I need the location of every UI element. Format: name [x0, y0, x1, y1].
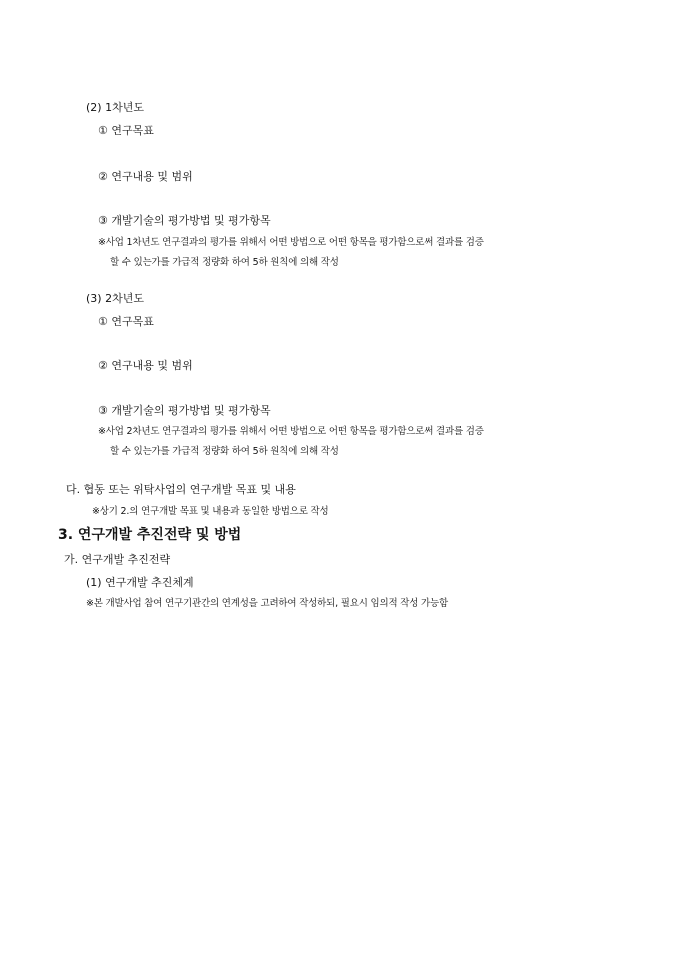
promotion-system-item: (1) 연구개발 추진체계 — [86, 576, 194, 589]
year1-research-scope: ② 연구내용 및 범위 — [98, 170, 193, 183]
year1-note-line2: 할 수 있는가를 가급적 정량화 하여 5하 원칙에 의해 작성 — [110, 257, 339, 268]
year1-research-goal: ① 연구목표 — [98, 124, 154, 137]
year2-research-goal: ① 연구목표 — [98, 315, 154, 328]
year2-evaluation-method: ③ 개발기술의 평가방법 및 평가항목 — [98, 404, 271, 417]
subsection-da-note: ※상기 2.의 연구개발 목표 및 내용과 동일한 방법으로 작성 — [92, 506, 329, 517]
promotion-system-note: ※본 개발사업 참여 연구기관간의 연계성을 고려하여 작성하되, 필요시 임의적 작성 가능함 — [86, 598, 448, 609]
section-3-heading: 3. 연구개발 추진전략 및 방법 — [58, 527, 242, 543]
year2-note-line2: 할 수 있는가를 가급적 정량화 하여 5하 원칙에 의해 작성 — [110, 446, 339, 457]
year2-note-line1: ※사업 2차년도 연구결과의 평가를 위해서 어떤 방법으로 어떤 항목을 평가함으로써 결과를 검증 — [98, 426, 484, 437]
year1-note-line1: ※사업 1차년도 연구결과의 평가를 위해서 어떤 방법으로 어떤 항목을 평가함으로써 결과를 검증 — [98, 237, 484, 248]
subsection-da-title: 다. 협동 또는 위탁사업의 연구개발 목표 및 내용 — [66, 483, 296, 496]
year2-research-scope: ② 연구내용 및 범위 — [98, 359, 193, 372]
subsection-ga-title: 가. 연구개발 추진전략 — [64, 553, 171, 566]
year1-title: (2) 1차년도 — [86, 101, 144, 114]
year1-evaluation-method: ③ 개발기술의 평가방법 및 평가항목 — [98, 214, 271, 227]
year2-title: (3) 2차년도 — [86, 292, 144, 305]
